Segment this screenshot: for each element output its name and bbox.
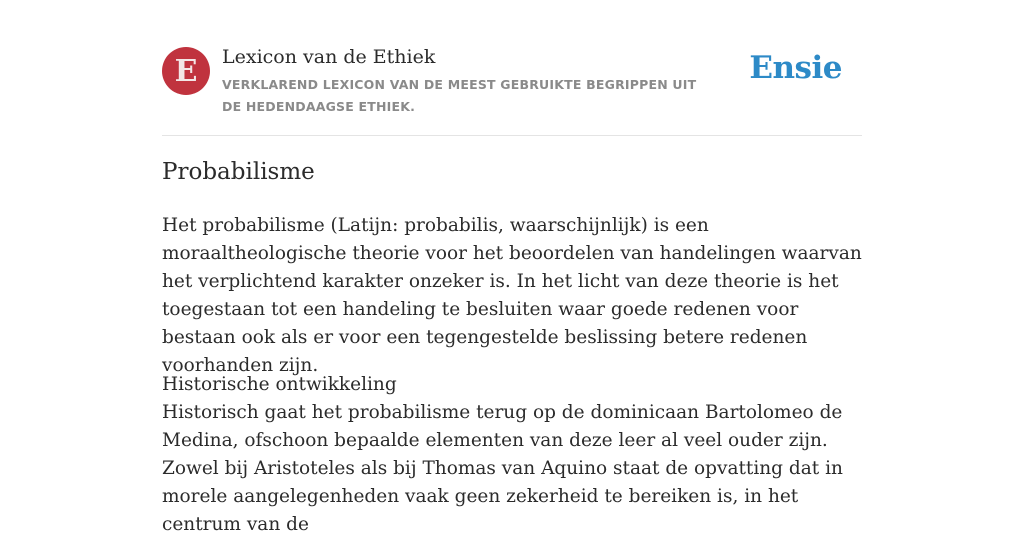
lexicon-logo-icon[interactable] [162,47,210,95]
article-title: Probabilisme [162,159,315,185]
section-heading: Historische ontwikkeling [162,374,397,395]
article-paragraph-2: Historisch gaat het probabilisme terug op de dominicaan Bartolomeo de Medina, ofschoon bepaalde elementen van deze leer al veel ouder zijn. Zowel bij Aristoteles als bij Thomas van Aquino staat de opvatting dat in morele aangelegenheden vaak geen zekerheid te bereiken is, in het centrum van de [162,402,843,535]
article-paragraph-1: Het probabilisme (Latijn: probabilis, waarschijnlijk) is een moraaltheologische theorie voor het beoordelen van handelingen waarvan het verplichtend karakter onzeker is. In het licht van deze theorie is het toegestaan tot een handeling te besluiten waar goede redenen voor bestaan ook als er voor een tegengestelde beslissing betere redenen voorhanden zijn. [162,215,862,376]
site-subtitle: VERKLAREND LEXICON VAN DE MEEST GEBRUIKTE BEGRIPPEN UIT DE HEDENDAAGSE ETHIEK. [222,77,697,114]
header-divider [162,135,862,136]
ensie-brand-link[interactable]: Ensie [749,50,842,86]
site-title-link[interactable]: Lexicon van de Ethiek [222,46,436,68]
logo-letter: E [174,53,198,89]
site-header [162,45,862,125]
